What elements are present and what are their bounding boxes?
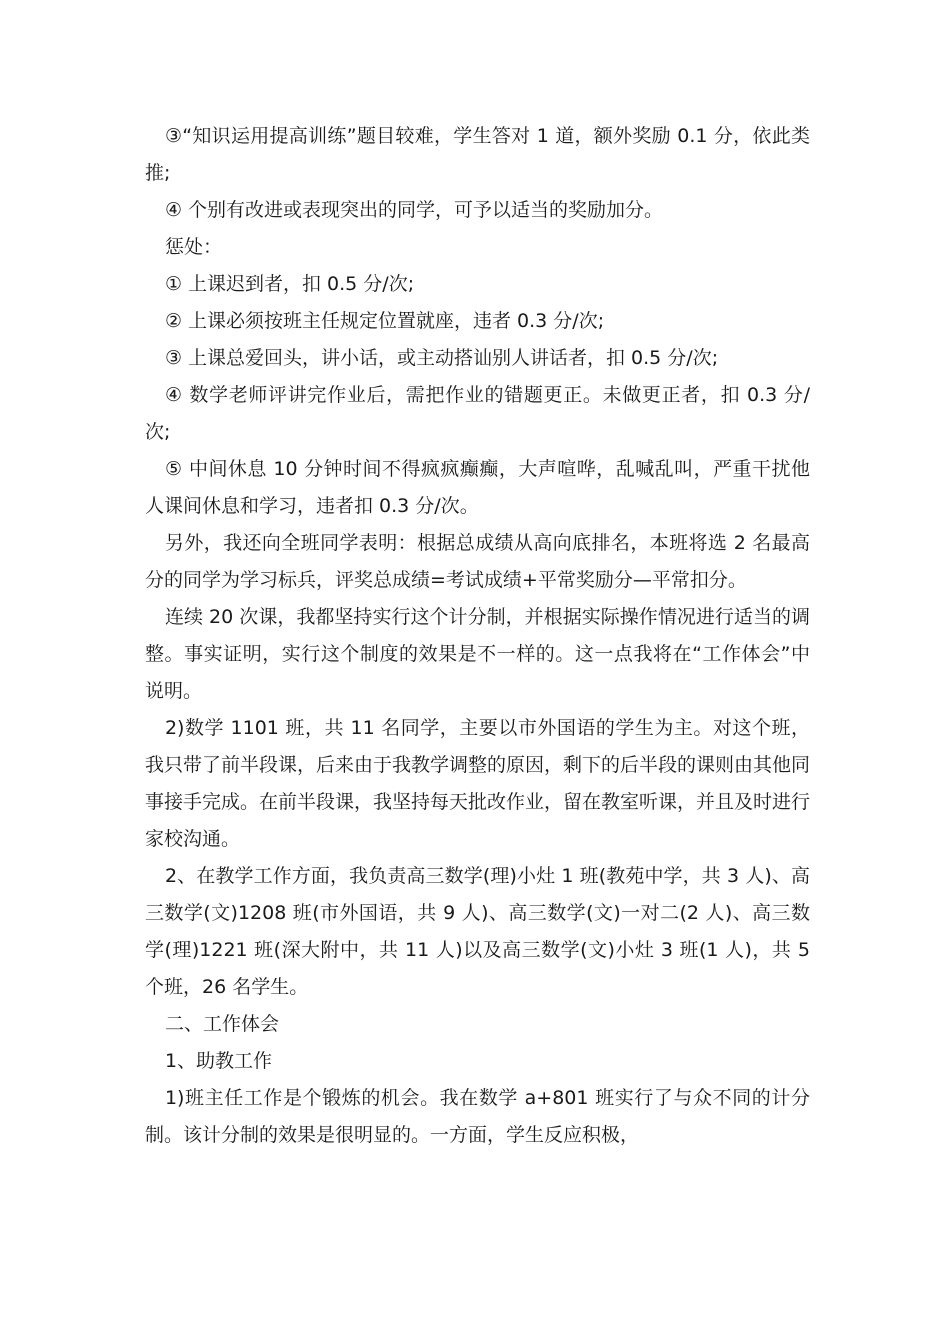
paragraph-ranking-statement: 另外，我还向全班同学表明：根据总成绩从高向底排名，本班将选 2 名最高分的同学为学习标兵，评奖总成绩=考试成绩+平常奖励分—平常扣分。 bbox=[145, 532, 810, 591]
paragraph-penalty-rule-3: ③ 上课总爱回头，讲小话，或主动搭讪别人讲话者，扣 0.5 分/次; bbox=[164, 347, 719, 369]
paragraph-continuation: 连续 20 次课，我都坚持实行这个计分制，并根据实际操作情况进行适当的调整。事实证明，实行这个制度的效果是不一样的。这一点我将在“工作体会”中说明。 bbox=[145, 606, 810, 702]
paragraph-penalty-rule-1: ① 上课迟到者，扣 0.5 分/次; bbox=[164, 273, 415, 295]
paragraph-bonus-rule-3: ③“知识运用提高训练”题目较难，学生答对 1 道，额外奖励 0.1 分，依此类推; bbox=[145, 125, 810, 184]
paragraph-class-1101: 2)数学 1101 班，共 11 名同学，主要以市外国语的学生为主。对这个班，我只带了前半段课，后来由于我教学调整的原因，剩下的后半段的课则由其他同事接手完成。在前半段课，我坚持每天批改作业，留在教室听课，并且及时进行家校沟通。 bbox=[145, 717, 811, 850]
paragraph-penalty-rule-4: ④ 数学老师评讲完作业后，需把作业的错题更正。未做更正者，扣 0.3 分/次; bbox=[145, 384, 810, 443]
paragraph-teaching-work: 2、在教学工作方面，我负责高三数学(理)小灶 1 班(教苑中学，共 3 人)、高三数学(文)1208 班(市外国语，共 9 人)、高三数学(文)一对二(2 人)、高三数学(理)1221 班(深大附中，共 11 人)以及高三数学(文)小灶 3 班(1 人)，共 5 个班，26 名学生。 bbox=[145, 865, 810, 998]
paragraph-penalty-heading: 惩处： bbox=[164, 236, 222, 258]
paragraph-bonus-rule-4: ④ 个别有改进或表现突出的同学，可予以适当的奖励加分。 bbox=[164, 199, 664, 221]
paragraph-penalty-rule-5: ⑤ 中间休息 10 分钟时间不得疯疯癫癫，大声喧哗，乱喊乱叫，严重干扰他人课间休息和学习，违者扣 0.3 分/次。 bbox=[145, 458, 810, 517]
document-body bbox=[145, 118, 810, 1154]
section-heading-work-experience: 二、工作体会 bbox=[164, 1013, 279, 1035]
subsection-heading-assistant-work: 1、助教工作 bbox=[164, 1050, 273, 1072]
paragraph-penalty-rule-2: ② 上课必须按班主任规定位置就座，违者 0.3 分/次; bbox=[164, 310, 605, 332]
paragraph-head-teacher-work: 1)班主任工作是个锻炼的机会。我在数学 a+801 班实行了与众不同的计分制。该计分制的效果是很明显的。一方面，学生反应积极， bbox=[145, 1087, 810, 1146]
